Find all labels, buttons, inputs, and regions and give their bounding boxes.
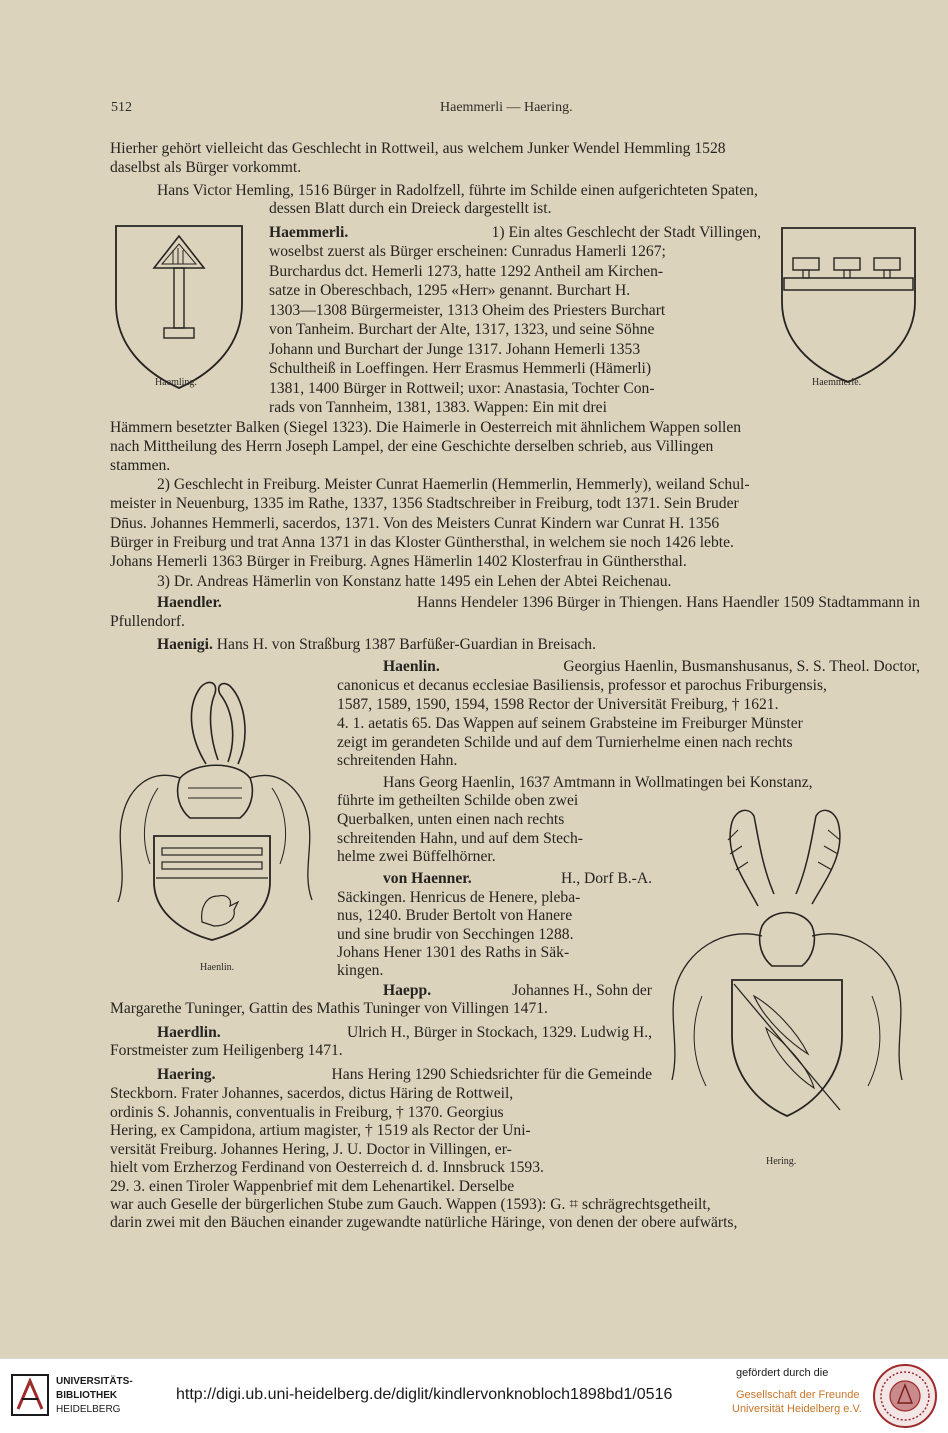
text-line: woselbst zuerst als Bürger erscheinen: Cunradus Hamerli 1267; [269,243,666,260]
text-line: meister in Neuenburg, 1335 im Rathe, 1337, 1356 Stadtschreiber in Freiburg, todt 1371. Sein Bruder [110,495,739,512]
text-line: war auch Geselle der bürgerlichen Stube zum Gauch. Wappen (1593): G. ⌗ schrägrechtsgetheilt, [110,1196,711,1213]
text-line: Haepp. Johannes H., Sohn der [383,982,652,999]
text-line: rads von Tannheim, 1381, 1383. Wappen: Ein mit drei [269,399,607,416]
text-line: Johans Hener 1301 des Raths in Säk- [337,944,570,961]
page-number: 512 [111,100,132,115]
caption-haemling: Haemling. [155,377,197,388]
text-line: 1381, 1400 Bürger in Rottweil; uxor: Anastasia, Tochter Con- [269,380,655,397]
text-line: Burchardus dct. Hemerli 1273, hatte 1292 Antheil am Kirchen- [269,263,664,280]
text-line: daselbst als Bürger vorkommt. [110,159,302,176]
sponsor-line1: Gesellschaft der Freunde [736,1389,860,1401]
entry-heading-haenigi: Haenigi. [157,636,213,653]
text-line: Bürger in Freiburg und trat Anna 1371 in das Kloster Günthersthal, in welchem sie noch 1426 lebte. [110,534,734,551]
text-line: zeigt im gerandeten Schilde und auf dem Turnierhelme einen nach rechts [337,734,793,751]
text-line: dessen Blatt durch ein Dreieck dargestellt ist. [269,200,552,217]
entry-heading-haepp: Haepp. [383,982,432,999]
text-line: Querbalken, unten einen nach rechts [337,811,565,828]
text-line: und sine brudir von Secchingen 1288. [337,926,574,943]
digitization-footer [0,1358,948,1433]
text-line: nach Mittheilung des Herrn Joseph Lampel, der eine Geschichte derselben schrieb, aus Villingen [110,438,714,455]
text-line: 29. 3. einen Tiroler Wappenbrief mit dem Lehenartikel. Derselbe [110,1178,515,1195]
entry-heading-haendler: Haendler. [157,594,222,611]
text-line: Pfullendorf. [110,613,185,630]
entry-heading-haemmerli: Haemmerli. [269,224,349,241]
text-line: Dn̄us. Johannes Hemmerli, sacerdos, 1371. Von des Meisters Cunrat Kindern war Cunrat H. 1356 [110,515,720,532]
text-line: Haenigi. Hans H. von Straßburg 1387 Barfüßer-Guardian in Breisach. [157,636,596,653]
entry-heading-haering: Haering. [157,1066,216,1083]
text-line: stammen. [110,457,171,474]
text-line: Hans Georg Haenlin, 1637 Amtmann in Wollmatingen bei Konstanz, [383,774,813,791]
library-name-line1: UNIVERSITÄTS- [56,1376,133,1387]
text-line: Hans Victor Hemling, 1516 Bürger in Radolfzell, führte im Schilde einen aufgerichteten Spaten, [157,182,758,199]
text-line: ordinis S. Johannis, conventualis in Freiburg, † 1370. Georgius [110,1104,504,1121]
text-line: Haerdlin. Ulrich H., Bürger in Stockach, 1329. Ludwig H., [157,1024,652,1041]
text-line: Haering. Hans Hering 1290 Schiedsrichter für die Gemeinde [157,1066,652,1083]
text-line: 2) Geschlecht in Freiburg. Meister Cunrat Haemerlin (Hemmerlin, Hemmerly), weiland Schul- [157,476,750,493]
caption-hering: Hering. [766,1156,797,1167]
sponsor-line2: Universität Heidelberg e.V. [732,1403,862,1415]
text-line: Schultheiß in Loeffingen. Herr Erasmus Hemmerli (Hämerli) [269,360,652,377]
university-library-logo-icon [10,1373,50,1417]
university-seal-icon [872,1363,938,1429]
text-line: führte im getheilten Schilde oben zwei [337,792,579,809]
text-line: schreitenden Hahn, und auf dem Stech- [337,830,583,847]
permalink-url[interactable]: http://digi.ub.uni-heidelberg.de/diglit/kindlervonknobloch1898bd1/0516 [176,1386,673,1403]
text-line: Margarethe Tuninger, Gattin des Mathis Tuninger von Villingen 1471. [110,1000,548,1017]
entry-heading-haerdlin: Haerdlin. [157,1024,221,1041]
text-line: Hämmern besetzter Balken (Siegel 1323). Die Haimerle in Oesterreich mit ähnlichem Wappen sollen [110,419,742,436]
text-line: versität Freiburg. Johannes Hering, J. U. Doctor in Villingen, er- [110,1141,512,1158]
text-line: 3) Dr. Andreas Hämerlin von Konstanz hatte 1495 ein Lehen der Abtei Reichenau. [157,573,672,590]
text-line: Säckingen. Henricus de Henere, pleba- [337,889,581,906]
text-line: von Tanheim. Burchart der Alte, 1317, 1323, und seine Söhne [269,321,655,338]
text-line: Steckborn. Frater Johannes, sacerdos, dictus Häring de Rottweil, [110,1085,514,1102]
text-line: Haemmerli. 1) Ein altes Geschlecht der Stadt Villingen, [269,224,761,241]
text-line: darin zwei mit den Bäuchen einander zugewandte natürliche Häringe, von denen der obere aufwärts, [110,1214,738,1231]
haemmerle-coat-of-arms [776,222,921,387]
text-line: nus, 1240. Bruder Bertolt von Hanere [337,907,573,924]
text-line: 1303—1308 Bürgermeister, 1313 Oheim des Priesters Burchart [269,302,666,319]
haenlin-coat-of-arms [110,668,325,958]
text-line: Hierher gehört vielleicht das Geschlecht in Rottweil, aus welchem Junker Wendel Hemmling 1528 [110,140,726,157]
text-line: von Haenner. H., Dorf B.-A. [383,870,652,887]
text-line: Haenlin. Georgius Haenlin, Busmanshusanus, S. S. Theol. Doctor, [383,658,920,675]
text-line: schreitenden Hahn. [337,752,458,769]
text-line: Hering, ex Campidona, artium magister, † 1519 als Rector der Uni- [110,1122,531,1139]
text-line: canonicus et decanus ecclesiae Basiliensis, professor et parochus Friburgensis, [337,677,827,694]
text-line: Forstmeister zum Heiligenberg 1471. [110,1042,343,1059]
text-line: 1587, 1589, 1590, 1594, 1598 Rector der Universität Freiburg, † 1621. [337,696,779,713]
entry-heading-haenner: von Haenner. [383,870,472,887]
text-line: Johans Hemerli 1363 Bürger in Freiburg. Agnes Hämerlin 1402 Klosterfrau in Günthersthal. [110,553,687,570]
text-line: Johann und Burchart der Junge 1317. Johann Hemerli 1353 [269,341,641,358]
text-line: kingen. [337,962,384,979]
sponsor-intro: gefördert durch die [736,1367,829,1379]
library-name-line2: BIBLIOTHEK [56,1390,118,1401]
text-line: satze in Obereschbach, 1295 «Herr» genannt. Burchart H. [269,282,631,299]
text-line: 4. 1. aetatis 65. Das Wappen auf seinem Grabsteine im Freiburger Münster [337,715,803,732]
entry-heading-haenlin: Haenlin. [383,658,440,675]
hering-coat-of-arms [662,796,922,1156]
running-title: Haemmerli — Haering. [440,100,573,115]
caption-haenlin: Haenlin. [200,962,235,973]
library-name-line3: HEIDELBERG [56,1404,121,1415]
text-line: helme zwei Büffelhörner. [337,848,496,865]
text-line: Haendler. Hanns Hendeler 1396 Bürger in Thiengen. Hans Haendler 1509 Stadtammann in [157,594,920,611]
caption-haemmerle: Haemmerle. [812,377,862,388]
text-line: hielt vom Erzherzog Ferdinand von Oesterreich d. d. Innsbruck 1593. [110,1159,544,1176]
haemling-coat-of-arms [110,222,248,392]
